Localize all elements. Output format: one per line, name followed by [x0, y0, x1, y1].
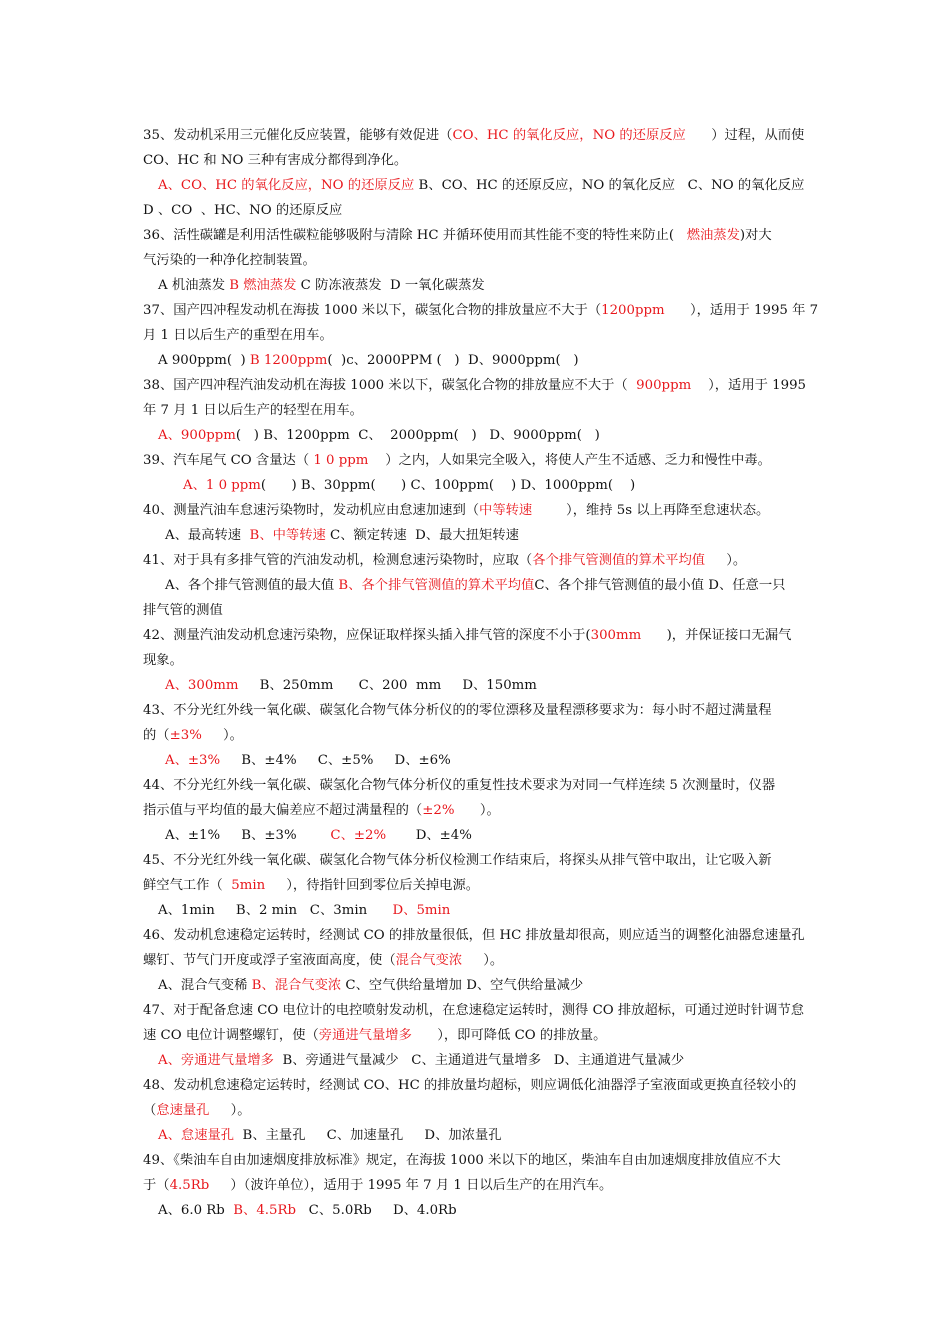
question-text: ）。: [462, 953, 504, 968]
question-text: ）过程，从而使: [685, 128, 805, 143]
question-text: ）。: [705, 553, 747, 568]
answer-text: 混合气变浓: [395, 953, 463, 968]
text-line: [143, 201, 342, 221]
question-text: ），即可降低 CO 的排放量。: [411, 1028, 607, 1043]
question-text: B、CO、HC 的还原反应，NO 的氧化反应 C、NO 的氧化反应: [414, 178, 805, 193]
question-text: C 防冻液蒸发 D 一氧化碳蒸发: [296, 278, 485, 293]
question-text: 现象。: [143, 653, 183, 668]
question-text: 44、不分光红外线一氧化碳、碳氢化合物气体分析仪的重复性技术要求为对同一气样连续 5 次测量时，仪器: [143, 778, 776, 793]
answer-text: 1 0 ppm: [313, 453, 369, 468]
answer-text: 中等转速: [479, 503, 533, 518]
question-text: 36、活性碳罐是利用活性碳粒能够吸附与清除 HC 并循环使用而其性能不变的特性来防止(: [143, 228, 687, 243]
text-line: [143, 501, 769, 521]
text-line: [143, 326, 333, 346]
text-line: [158, 1126, 502, 1146]
question-text: D、±4%: [386, 828, 472, 843]
answer-text: B、4.5Rb: [233, 1203, 296, 1218]
answer-text: A、±3%: [165, 753, 221, 768]
question-text: 42、测量汽油发动机怠速污染物，应保证取样探头插入排气管的深度不小于(: [143, 628, 591, 643]
question-text: ）之内，人如果完全吸入，将使人产生不适感、乏力和慢性中毒。: [368, 453, 771, 468]
question-text: ）。: [454, 803, 500, 818]
answer-text: ±3%: [169, 728, 202, 743]
question-text: ）。: [209, 1103, 251, 1118]
answer-text: 900ppm: [636, 378, 692, 393]
text-line: [143, 1101, 251, 1121]
text-line: [165, 526, 519, 546]
answer-text: A、旁通进气量增多: [158, 1053, 274, 1068]
text-line: [165, 676, 537, 696]
question-text: 41、对于具有多排气管的汽油发动机，检测怠速污染物时，应取（: [143, 553, 533, 568]
question-text: 气污染的一种净化控制装置。: [143, 253, 316, 268]
answer-text: C、±2%: [330, 828, 387, 843]
text-line: [165, 576, 785, 596]
text-line: [158, 351, 579, 371]
text-line: [143, 601, 223, 621]
answer-text: A、CO、HC 的氧化反应，NO 的还原反应: [158, 178, 415, 193]
text-line: [143, 301, 818, 321]
question-text: ），维持 5s 以上再降至怠速状态。: [532, 503, 770, 518]
text-line: [143, 151, 407, 171]
text-line: [158, 1201, 457, 1221]
question-text: ( ) B、1200ppm C、 2000ppm( ) D、9000ppm( ): [235, 428, 600, 443]
question-text: 43、不分光红外线一氧化碳、碳氢化合物气体分析仪的的零位漂移及量程漂移要求为：每小时不超过满量程: [143, 703, 772, 718]
question-text: A、混合气变稀: [158, 978, 252, 993]
answer-text: 各个排气管测值的算术平均值: [532, 553, 706, 568]
question-text: A 机油蒸发: [158, 278, 230, 293]
question-text: A 900ppm( ): [158, 353, 250, 368]
question-text: ），适用于 1995 年 7: [664, 303, 819, 318]
question-text: 45、不分光红外线一氧化碳、碳氢化合物气体分析仪检测工作结束后，将探头从排气管中取出，让它吸入新: [143, 853, 772, 868]
answer-text: 怠速量孔: [156, 1103, 210, 1118]
text-line: [143, 726, 243, 746]
text-line: [143, 1176, 612, 1196]
text-line: [158, 901, 450, 921]
question-text: ( ) B、30ppm( ) C、100ppm( ) D、1000ppm( ): [260, 478, 636, 493]
answer-text: A、900ppm: [158, 428, 236, 443]
question-text: 47、对于配备怠速 CO 电位计的电控喷射发动机，在怠速稳定运转时，测得 CO 排放超标，可通过逆时针调节怠: [143, 1003, 805, 1018]
question-text: 于（: [143, 1178, 170, 1193]
question-text: 48、发动机怠速稳定运转时，经测试 CO、HC 的排放量均超标，则应调低化油器浮子室液面或更换直径较小的: [143, 1078, 797, 1093]
answer-text: B、各个排气管测值的算术平均值: [338, 578, 535, 593]
question-text: ）。: [201, 728, 243, 743]
text-line: [143, 551, 746, 571]
text-line: [165, 826, 472, 846]
text-line: [158, 426, 600, 446]
text-line: [143, 1151, 781, 1171]
question-text: A、各个排气管测值的最大值: [165, 578, 339, 593]
text-line: [143, 126, 804, 146]
answer-text: 5min: [231, 878, 266, 893]
question-text: C、5.0Rb D、4.0Rb: [296, 1203, 457, 1218]
question-text: A、±1% B、±3%: [165, 828, 331, 843]
answer-text: 旁通进气量增多: [318, 1028, 412, 1043]
question-text: C、空气供给量增加 D、空气供给量减少: [341, 978, 584, 993]
text-line: [143, 951, 503, 971]
question-text: 的（: [143, 728, 170, 743]
text-line: [158, 276, 485, 296]
question-text: 49、《柴油车自由加速烟度排放标准》规定，在海拔 1000 米以下的地区，柴油车自由加速烟度排放值应不大: [143, 1153, 781, 1168]
text-line: [143, 1001, 804, 1021]
question-text: B、旁通进气量减少 C、主通道进气量增多 D、主通道进气量减少: [273, 1053, 685, 1068]
text-line: [165, 751, 451, 771]
text-line: [143, 801, 500, 821]
text-line: [143, 626, 791, 646]
text-line: [143, 851, 772, 871]
question-text: 月 1 日以后生产的重型在用车。: [143, 328, 333, 343]
question-text: )，并保证接口无漏气: [641, 628, 792, 643]
answer-text: D、5min: [392, 903, 451, 918]
text-line: [143, 651, 183, 671]
question-text: ）（波许单位），适用于 1995 年 7 月 1 日以后生产的在用汽车。: [209, 1178, 613, 1193]
question-text: 鲜空气工作（: [143, 878, 232, 893]
answer-text: A、300mm: [165, 678, 239, 693]
text-line: [143, 876, 479, 896]
answer-text: A、1 0 ppm: [183, 478, 261, 493]
question-text: A、6.0 Rb: [158, 1203, 234, 1218]
answer-text: B、中等转速: [249, 528, 326, 543]
answer-text: 4.5Rb: [169, 1178, 210, 1193]
answer-text: CO、HC 的氧化反应，NO 的还原反应: [452, 128, 686, 143]
question-text: 螺钉、节气门开度或浮子室液面高度，使（: [143, 953, 396, 968]
question-text: ），适用于 1995: [691, 378, 806, 393]
answer-text: ±2%: [422, 803, 455, 818]
text-line: [143, 1076, 796, 1096]
text-line: [143, 1026, 606, 1046]
answer-text: 燃油蒸发: [686, 228, 740, 243]
question-text: 年 7 月 1 日以后生产的轻型在用车。: [143, 403, 363, 418]
question-text: B、主量孔 C、加速量孔 D、加浓量孔: [234, 1128, 502, 1143]
text-line: [183, 476, 635, 496]
answer-text: 300mm: [590, 628, 642, 643]
question-text: 35、发动机采用三元催化反应装置，能够有效促进（: [143, 128, 453, 143]
text-line: [143, 926, 805, 946]
text-line: [143, 776, 775, 796]
text-line: [158, 176, 804, 196]
answer-text: A、怠速量孔: [158, 1128, 235, 1143]
text-line: [143, 226, 772, 246]
answer-text: B 1200ppm: [249, 353, 328, 368]
text-line: [158, 976, 583, 996]
question-text: 46、发动机怠速稳定运转时，经测试 CO 的排放量很低，但 HC 排放量却很高，则应适当的调整化油器怠速量孔: [143, 928, 805, 943]
question-text: A、1min B、2 min C、3min: [158, 903, 393, 918]
answer-text: B 燃油蒸发: [229, 278, 297, 293]
question-text: 37、国产四冲程发动机在海拔 1000 米以下，碳氢化合物的排放量应不大于（: [143, 303, 602, 318]
question-text: )对大: [739, 228, 772, 243]
text-line: [143, 376, 806, 396]
text-line: [158, 1051, 684, 1071]
question-text: （: [143, 1103, 157, 1118]
question-text: 指示值与平均值的最大偏差应不超过满量程的（: [143, 803, 423, 818]
question-text: 排气管的测值: [143, 603, 223, 618]
question-text: D 、CO 、HC、NO 的还原反应: [143, 203, 343, 218]
text-line: [143, 401, 363, 421]
question-text: 40、测量汽油车怠速污染物时，发动机应由怠速加速到（: [143, 503, 480, 518]
question-text: 速 CO 电位计调整螺钉，使（: [143, 1028, 319, 1043]
question-text: A、最高转速: [165, 528, 250, 543]
question-text: C、各个排气管测值的最小值 D、任意一只: [534, 578, 786, 593]
question-text: ），待指针回到零位后关掉电源。: [265, 878, 480, 893]
question-text: 38、国产四冲程汽油发动机在海拔 1000 米以下，碳氢化合物的排放量应不大于（: [143, 378, 637, 393]
question-text: ( )c、2000PPM ( ) D、9000ppm( ): [327, 353, 579, 368]
question-text: C、额定转速 D、最大扭矩转速: [325, 528, 519, 543]
answer-text: B、混合气变浓: [251, 978, 342, 993]
text-line: [143, 251, 316, 271]
question-text: CO、HC 和 NO 三种有害成分都得到净化。: [143, 153, 408, 168]
question-text: B、±4% C、±5% D、±6%: [220, 753, 451, 768]
question-text: B、250mm C、200 mm D、150mm: [238, 678, 537, 693]
text-line: [143, 451, 771, 471]
answer-text: 1200ppm: [601, 303, 665, 318]
question-text: 39、汽车尾气 CO 含量达（: [143, 453, 314, 468]
text-line: [143, 701, 772, 721]
